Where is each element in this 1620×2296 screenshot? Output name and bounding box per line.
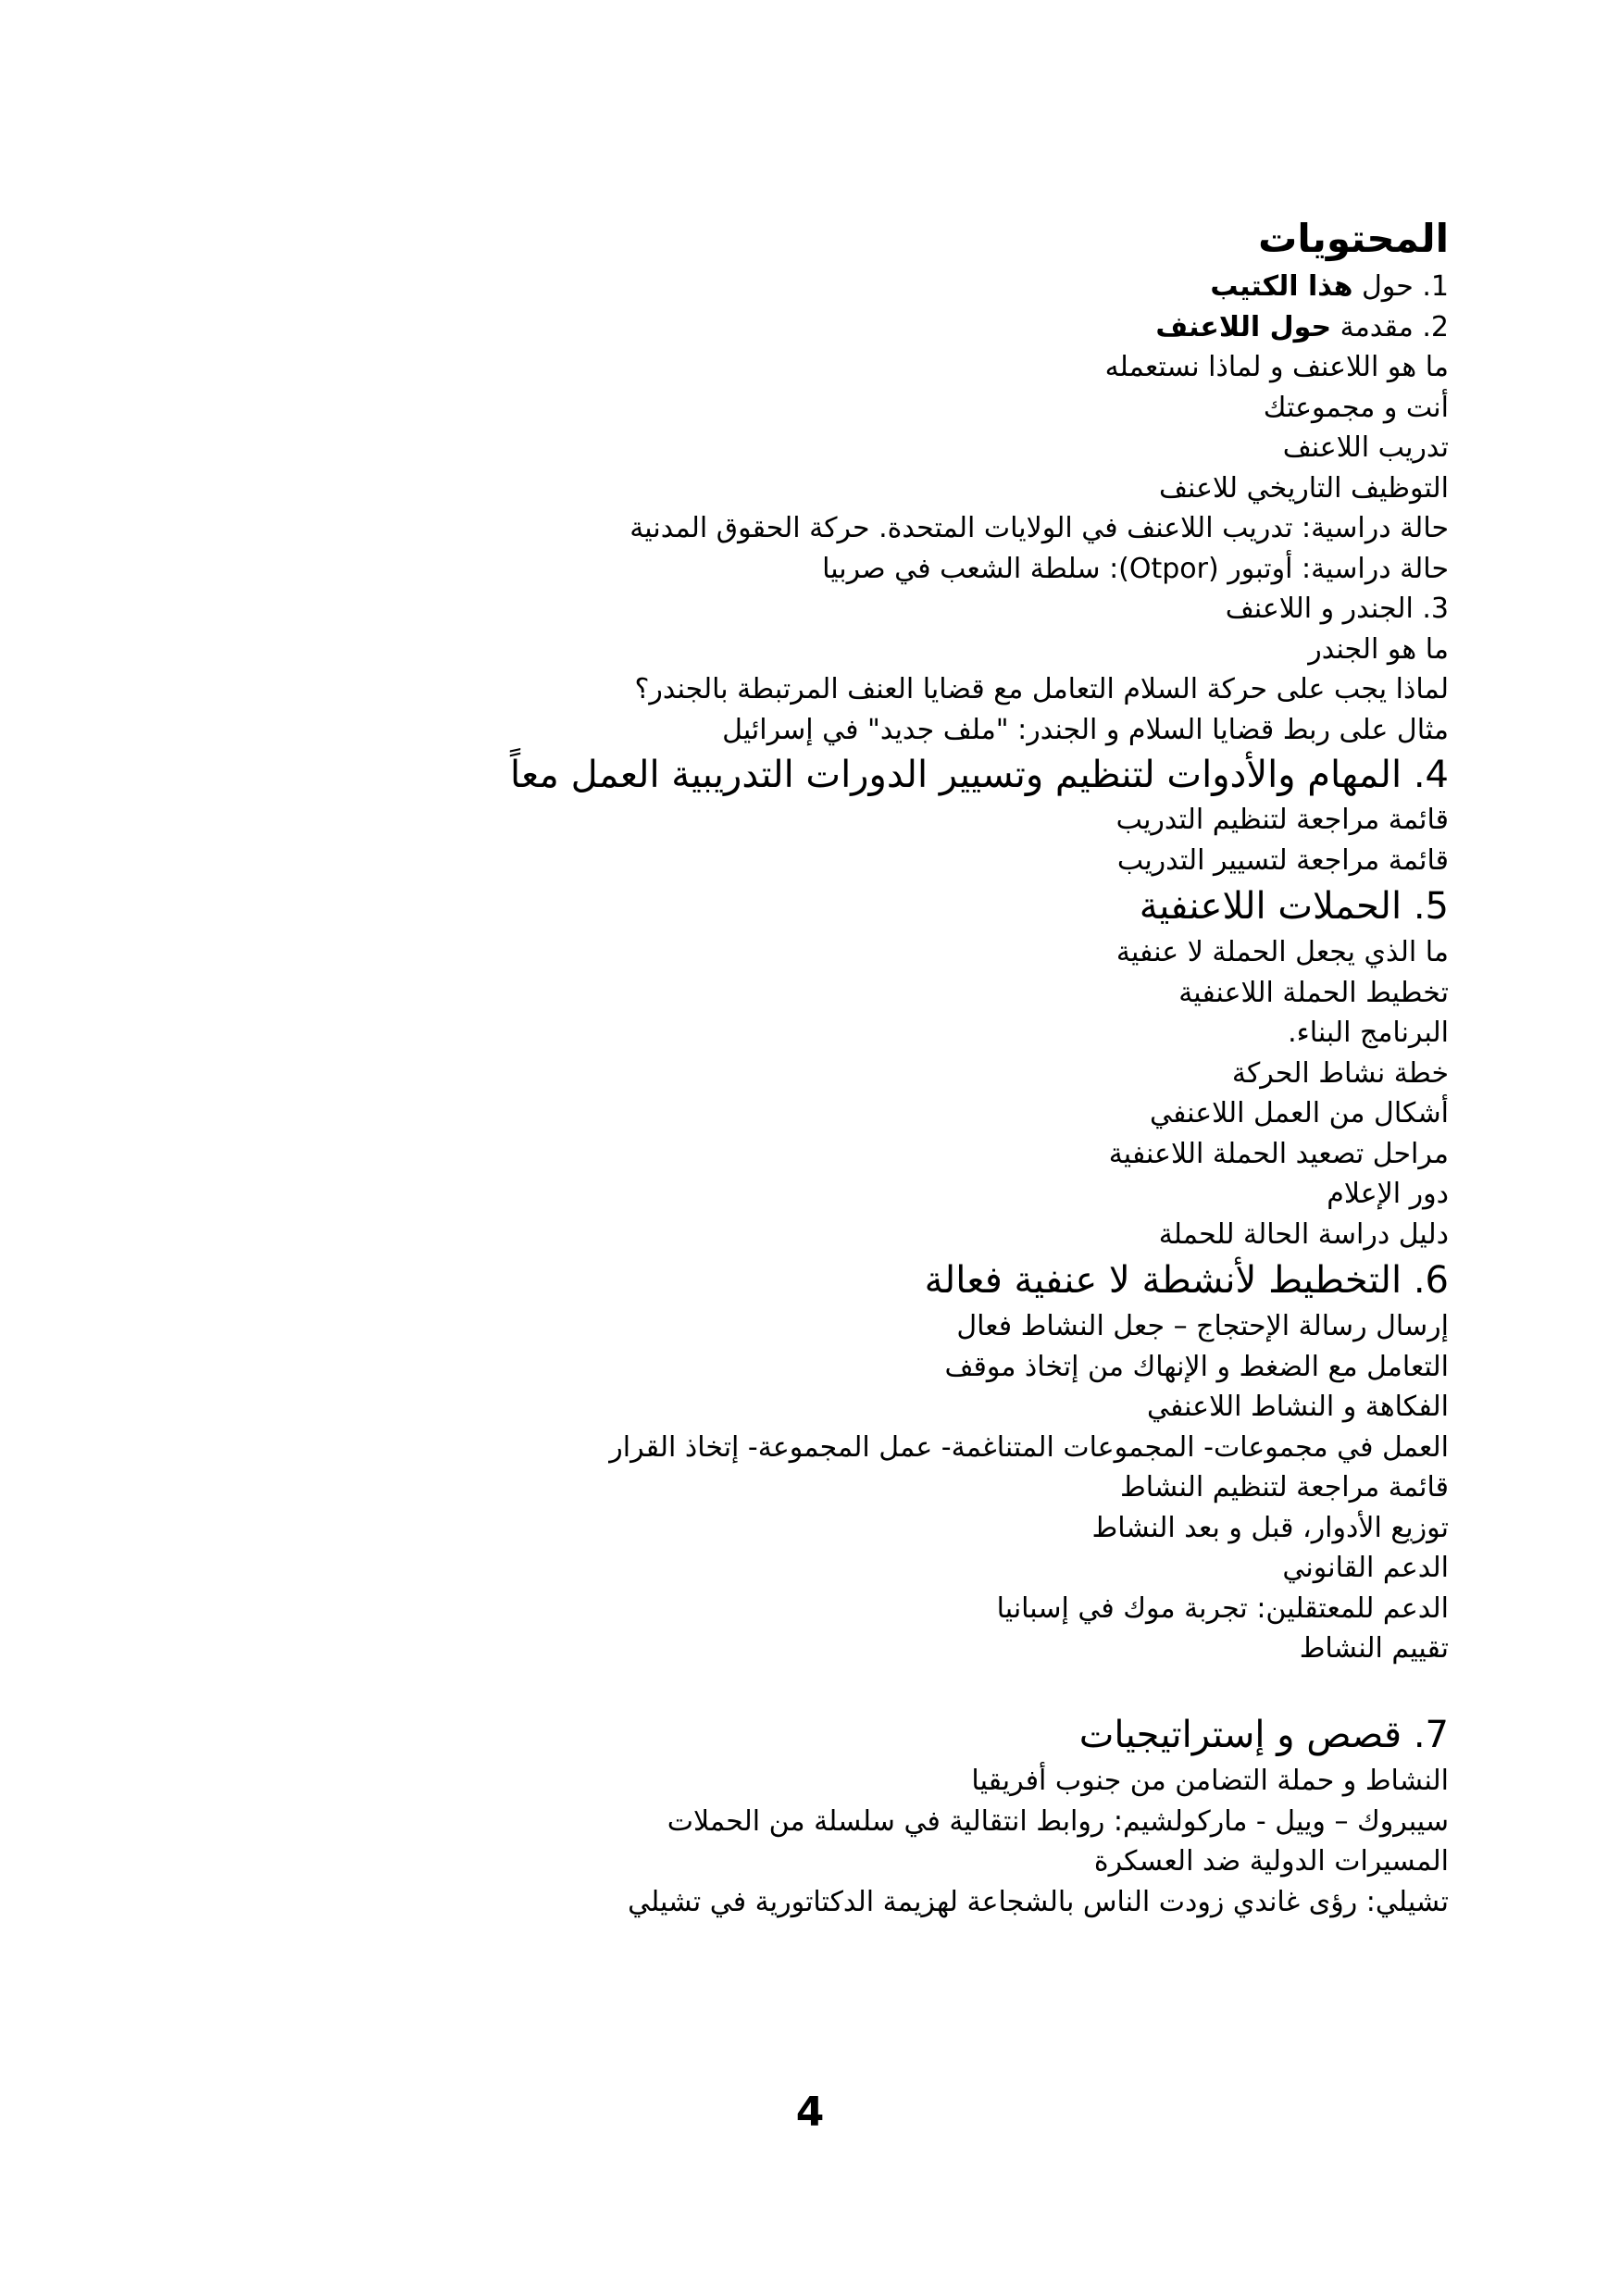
toc-title: المحتويات [1258,216,1449,261]
table-of-contents [153,211,1449,1922]
toc-entry: تخطيط الحملة اللاعنفية [1178,976,1449,1009]
toc-entry: لماذا يجب على حركة السلام التعامل مع قضايا العنف المرتبطة بالجندر؟ [634,673,1449,705]
toc-entry: حالة دراسية: تدريب اللاعنف في الولايات المتحدة. حركة الحقوق المدنية [629,512,1449,544]
toc-entry: أشكال من العمل اللاعنفي [1149,1097,1449,1129]
toc-entry: الدعم للمعتقلين: تجربة موك في إسبانيا [996,1591,1449,1625]
toc-entry: ما هو اللاعنف و لماذا نستعمله [1104,351,1449,383]
chapter-label: حول [1361,270,1414,303]
chapter-label: قصص و إستراتيجيات [1078,1714,1402,1756]
chapter-2-heading [153,307,1449,348]
chapter-6-heading [153,1254,1449,1306]
toc-entry: البرنامج البناء. [1288,1017,1449,1049]
toc-entry: توزيع الأدوار، قبل و بعد النشاط [1091,1511,1449,1544]
chapter-label-bold: هذا الكتيب [1210,270,1353,303]
chapter-number: 4. [1413,754,1449,796]
chapter-number: 3. [1422,593,1449,625]
toc-entry: تقييم النشاط [1299,1632,1449,1665]
toc-entry: المسيرات الدولية ضد العسكرة [1093,1845,1449,1878]
toc-entry: تشيلي: رؤى غاندي زودت الناس بالشجاعة لهزيمة الدكتاتورية في تشيلي [628,1885,1449,1918]
toc-entry: قائمة مراجعة لتسيير التدريب [1116,843,1449,877]
toc-entry: التوظيف التاريخي للاعنف [1158,471,1449,505]
chapter-1-heading [153,267,1449,307]
chapter-label-bold: حول اللاعنف [1155,310,1332,343]
chapter-4-heading [430,750,1449,800]
toc-entry: أنت و مجموعتك [1263,391,1449,424]
toc-entry: سيبروك – وييل - ماركولشيم: روابط انتقالية في سلسلة من الحملات [667,1804,1449,1838]
toc-entry: الفكاهة و النشاط اللاعنفي [1146,1391,1449,1423]
page-number: 4 [795,2089,825,2136]
chapter-label: الجندر و اللاعنف [1225,593,1414,625]
toc-entry: مثال على ربط قضايا السلام و الجندر: "ملف جديد" في إسرائيل [722,713,1449,746]
chapter-7-heading [153,1709,1449,1761]
toc-entry: ما الذي يجعل الحملة لا عنفية [1115,936,1449,968]
chapter-number: 7. [1413,1714,1449,1756]
toc-entry: العمل في مجموعات- المجموعات المتناغمة- عمل المجموعة- إتخاذ القرار [609,1430,1449,1464]
toc-entry: مراحل تصعيد الحملة اللاعنفية [1108,1137,1449,1170]
toc-entry: دليل دراسة الحالة للحملة [1158,1217,1449,1251]
toc-entry: ما هو الجندر [1308,632,1449,666]
chapter-label: مقدمة [1340,310,1414,343]
chapter-label: التخطيط لأنشطة لا عنفية فعالة [924,1259,1402,1302]
toc-entry: خطة نشاط الحركة [1231,1056,1449,1090]
chapter-3-heading [153,589,1449,630]
chapter-number: 5. [1413,885,1449,928]
toc-entry: إرسال رسالة الإحتجاج – جعل النشاط فعال [956,1310,1449,1342]
chapter-number: 6. [1413,1259,1449,1302]
blank-line [153,1669,1449,1710]
toc-entry: قائمة مراجعة لتنظيم التدريب [1115,804,1449,836]
chapter-number: 2. [1422,310,1449,343]
chapter-label: المهام والأدوات لتنظيم وتسيير الدورات التدريبية العمل معاً [509,754,1402,796]
toc-entry: الدعم القانوني [1282,1552,1449,1584]
toc-entry: التعامل مع الضغط و الإنهاك من إتخاذ موقف [944,1350,1449,1383]
toc-entry: تدريب اللاعنف [1282,431,1449,464]
chapter-label: الحملات اللاعنفية [1139,885,1402,928]
chapter-5-heading [153,880,1449,932]
chapter-number: 1. [1422,270,1449,303]
toc-entry: النشاط و حملة التضامن من جنوب أفريقيا [971,1765,1449,1797]
toc-entry: قائمة مراجعة لتنظيم النشاط [1120,1471,1449,1504]
toc-entry: دور الإعلام [1327,1178,1449,1210]
toc-entry: حالة دراسية: أوتبور (Otpor): سلطة الشعب في صربيا [822,552,1449,585]
